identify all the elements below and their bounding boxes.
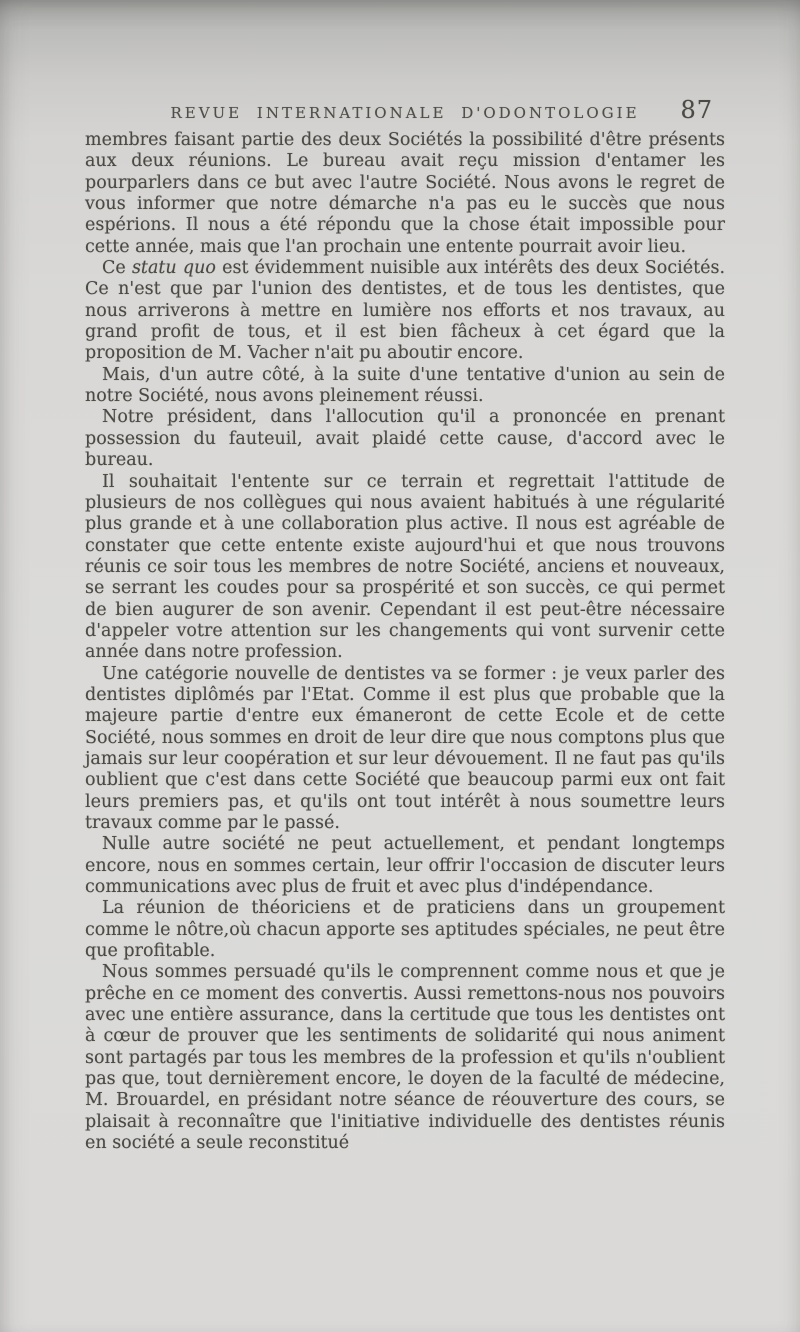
paragraph-2-prefix: Ce [102,258,132,279]
page-number: 87 [680,96,713,124]
paragraph-3: Mais, d'un autre côté, à la suite d'une tentative d'union au sein de notre Société, nous avons pleinement réussi. [85,364,725,407]
paragraph-4: Notre président, dans l'allocution qu'il a prononcée en prenant possession du fauteuil, avait plaidé cette cause, d'accord avec le bureau. [85,407,725,471]
paragraph-5: Il souhaitait l'entente sur ce terrain et regrettait l'attitude de plusieurs de nos collègues qui nous avaient habitués à une régularité plus grande et à une collaboration plus active. Il nous est agréable de constater que cette entente existe aujourd'hui et que nous trouvons réunis ce soir tous les membres de notre Société, anciens et nouveaux, se serrant les coudes pour sa prospérité et son succès, ce qui permet de bien augurer de son avenir. Cependant il est peut-être nécessaire d'appeler votre attention sur les changements qui vont survenir cette année dans notre profession. [85,471,725,663]
paragraph-7: Nulle autre société ne peut actuellement, et pendant longtemps encore, nous en sommes certain, leur offrir l'occasion de discuter leurs communications avec plus de fruit et avec plus d'indépendance. [85,834,725,898]
journal-title: REVUE INTERNATIONALE D'ODONTOLOGIE [170,104,640,122]
paragraph-9: Nous sommes persuadé qu'ils le comprennent comme nous et que je prêche en ce moment des convertis. Aussi remettons-nous nos pouvoirs avec une entière assurance, dans la certitude que tous les dentistes ont à cœur de prouver que les sentiments de solidarité qui nous animent sont partagés par tous les membres de la profession et qu'ils n'oublient pas que, tout dernièrement encore, le doyen de la faculté de médecine, M. Brouardel, en présidant notre séance de réouverture des cours, se plaisait à reconnaître que l'initiative individuelle des dentistes réunis en société a seule reconstitué [85,962,725,1154]
paragraph-8: La réunion de théoriciens et de praticiens dans un groupement comme le nôtre,où chacun apporte ses aptitudes spéciales, ne peut être que profitable. [85,898,725,962]
paragraph-2-rest: est évidemment nuisible aux intérêts des deux Sociétés. Ce n'est que par l'union des dentistes, et de tous les dentistes, que nous arriverons à mettre en lumière nos efforts et nos travaux, au grand profit de tous, et il est bien fâcheux à cet égard que la proposition de M. Vacher n'ait pu aboutir encore. [85,258,726,364]
latin-phrase: statu quo [131,258,216,279]
paragraph-2 [85,258,725,365]
paragraph-6: Une catégorie nouvelle de dentistes va se former : je veux parler des dentistes diplômés par l'Etat. Comme il est plus que probable que la majeure partie d'entre eux émaneront de cette Ecole et de cette Société, nous sommes en droit de leur dire que nous comptons plus que jamais sur leur coopération et sur leur dévouement. Il ne faut pas qu'ils oublient que c'est dans cette Société que beaucoup parmi eux ont fait leurs premiers pas, et qu'ils ont tout intérêt à nous soumettre leurs travaux comme par le passé. [85,663,725,833]
page-header [85,96,725,129]
paragraph-1: membres faisant partie des deux Sociétés la possibilité d'être présents aux deux réunions. Le bureau avait reçu mission d'entamer les pourparlers dans ce but avec l'autre Société. Nous avons le regret de vous informer que notre démarche n'a pas eu le succès que nous espérions. Il nous a été répondu que la chose était impossible pour cette année, mais que l'an prochain une entente pourrait avoir lieu. [85,130,725,257]
article-text [85,130,725,1155]
